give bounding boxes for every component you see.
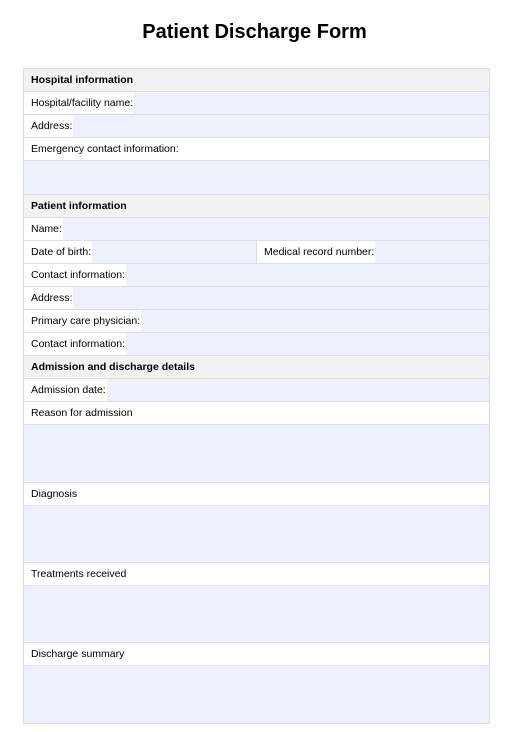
section-title: Patient information <box>31 200 127 212</box>
field-label: Reason for admission <box>31 407 133 419</box>
physician-contact-field[interactable] <box>24 333 489 356</box>
form-title: Patient Discharge Form <box>142 21 367 43</box>
field-label: Diagnosis <box>31 488 78 500</box>
section-header-hospital <box>24 69 489 92</box>
section-header-patient <box>24 195 489 218</box>
field-label: Discharge summary <box>31 648 125 660</box>
admission-date-field[interactable] <box>24 379 489 402</box>
field-label: Medical record number: <box>257 241 375 263</box>
primary-care-physician-field[interactable] <box>24 310 489 333</box>
field-label: Emergency contact information: <box>31 143 179 155</box>
section-header-admission <box>24 356 489 379</box>
section-title: Admission and discharge details <box>31 361 195 373</box>
patient-contact-field[interactable] <box>24 264 489 287</box>
emergency-contact-input[interactable] <box>24 161 489 195</box>
field-label: Address: <box>24 115 73 137</box>
treatments-received-input[interactable] <box>24 586 489 643</box>
field-label: Admission date: <box>24 379 107 401</box>
field-label: Date of birth: <box>24 241 92 263</box>
facility-name-field[interactable] <box>24 92 489 115</box>
field-label: Hospital/facility name: <box>24 92 134 114</box>
treatments-label-row <box>24 563 489 586</box>
section-title: Hospital information <box>31 74 134 86</box>
discharge-summary-input[interactable] <box>24 666 489 723</box>
reason-label-row <box>24 402 489 425</box>
hospital-address-field[interactable] <box>24 115 489 138</box>
diagnosis-input[interactable] <box>24 506 489 563</box>
diagnosis-label-row <box>24 483 489 506</box>
field-label: Contact information: <box>24 264 126 286</box>
patient-name-field[interactable] <box>24 218 489 241</box>
date-of-birth-field[interactable] <box>24 241 257 263</box>
field-label: Name: <box>24 218 63 240</box>
field-label: Address: <box>24 287 73 309</box>
field-label: Primary care physician: <box>24 310 141 332</box>
discharge-form <box>23 68 490 724</box>
discharge-summary-label-row <box>24 643 489 666</box>
medical-record-number-field[interactable] <box>257 241 489 263</box>
field-label: Treatments received <box>31 568 127 580</box>
field-label: Contact information: <box>24 333 126 355</box>
emergency-contact-label-row <box>24 138 489 161</box>
dob-mrn-row <box>24 241 489 264</box>
patient-address-field[interactable] <box>24 287 489 310</box>
reason-for-admission-input[interactable] <box>24 425 489 483</box>
